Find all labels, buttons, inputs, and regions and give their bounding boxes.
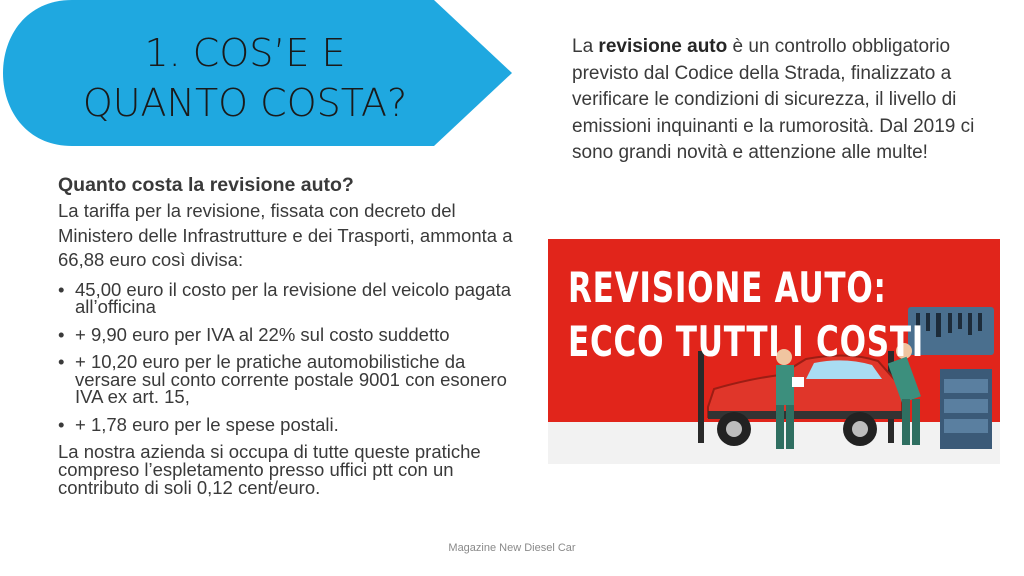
cost-section xyxy=(58,174,518,497)
hero-caption-line-1: REVISIONE AUTO: xyxy=(568,263,887,312)
cost-paragraph: La tariffa per la revisione, fissata con decreto del Ministero delle Infrastrutture e dei Trasporti, ammonta a 66,88 euro così divisa: xyxy=(58,200,513,270)
cost-heading: Quanto costa la revisione auto? xyxy=(58,174,354,196)
intro-prefix: La xyxy=(572,36,599,57)
cost-list-item: • 45,00 euro il costo per la revisione del veicolo pagata all’officina xyxy=(58,281,518,316)
cost-list-item: • + 1,78 euro per le spese postali. xyxy=(58,416,518,434)
cost-list-item: • + 9,90 euro per IVA al 22% sul costo suddetto xyxy=(58,326,518,344)
hero-caption xyxy=(568,261,924,369)
intro-bold-term: revisione auto xyxy=(598,36,728,57)
footer-caption: Magazine New Diesel Car xyxy=(448,542,576,554)
intro-paragraph xyxy=(572,34,992,167)
closing-paragraph: La nostra azienda si occupa di tutte queste pratiche compreso l’espletamento presso uffici ptt con un contributo di soli 0,12 cent/euro. xyxy=(58,441,481,498)
hero-caption-line-2: ECCO TUTTI I COSTI xyxy=(568,317,925,366)
slide-title xyxy=(60,28,430,128)
slide-title-line-1: 1. COS’E E xyxy=(144,31,346,75)
intro-text: è un controllo obbligatorio previsto dal Codice della Strada, finalizzato a verificare le condizioni di sicurezza, il livello di emissioni inquinanti e la rumorosità. Dal 2019 ci sono grandi novità e attenzione alle multe! xyxy=(572,36,975,163)
title-banner xyxy=(0,0,512,146)
slide-title-line-2: QUANTO COSTA? xyxy=(82,81,408,125)
cost-list-item: • + 10,20 euro per le pratiche automobilistiche da versare sul conto corrente postale 9001 con esonero IVA ex art. 15, xyxy=(58,353,518,406)
cost-list xyxy=(58,278,518,435)
hero-image xyxy=(548,239,1000,464)
